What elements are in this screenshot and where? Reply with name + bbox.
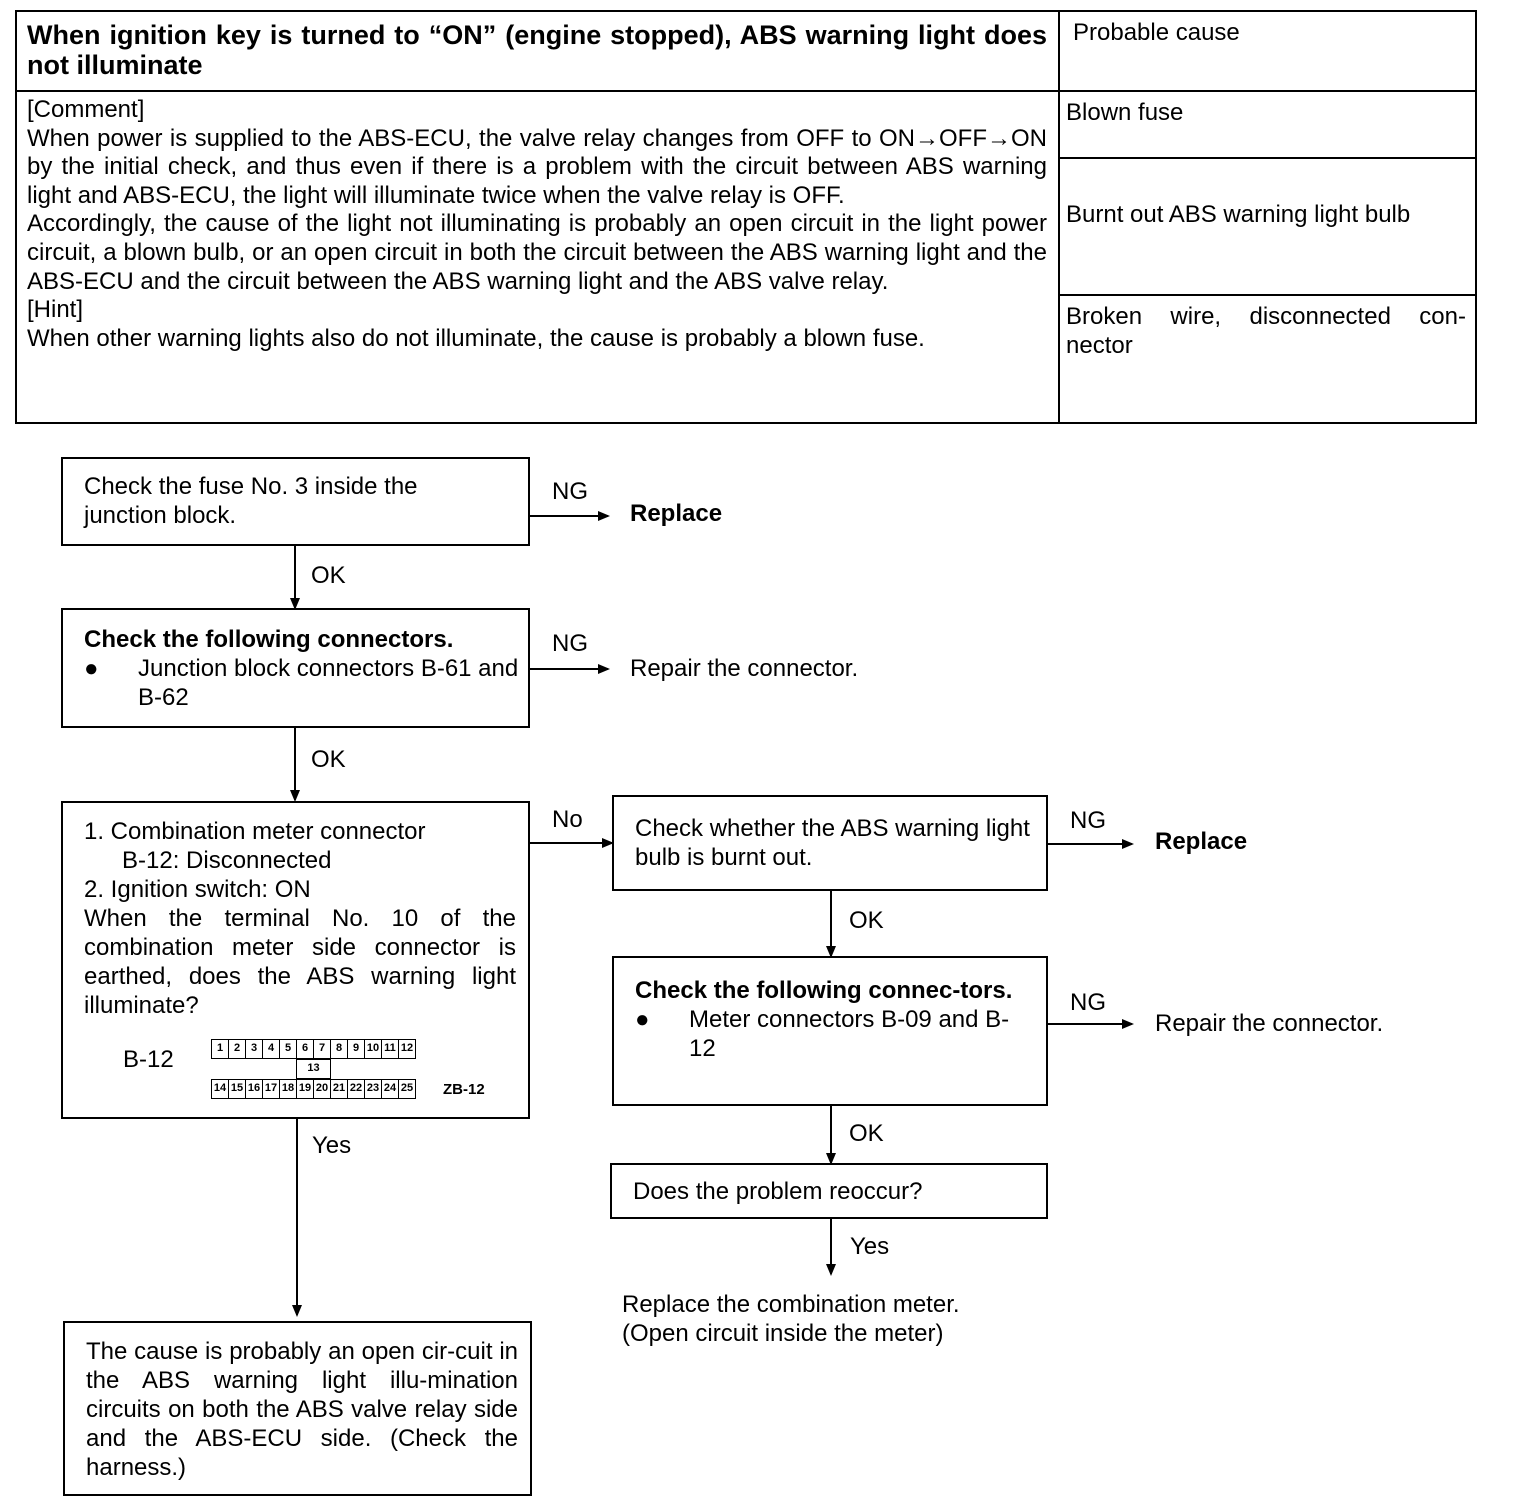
result-line: (Open circuit inside the meter) <box>622 1320 944 1347</box>
connector-pin: 24 <box>381 1079 399 1099</box>
yes-arrow <box>296 1119 298 1315</box>
bullet-item <box>84 654 524 712</box>
bullet-text: Meter connectors B-09 and B-12 <box>689 1006 1010 1062</box>
ok-label: OK <box>311 562 346 589</box>
step-earth-terminal-test <box>61 801 530 1119</box>
hint-label: [Hint] <box>27 296 84 324</box>
connector-pin: 13 <box>296 1059 331 1079</box>
diagnosis-table <box>15 10 1477 424</box>
connector-pin: 23 <box>364 1079 382 1099</box>
ok-label: OK <box>849 1120 884 1147</box>
connector-pin: 10 <box>364 1039 382 1059</box>
bullet-text: Junction block connectors B-61 and B-62 <box>138 655 519 711</box>
yes-arrow <box>830 1219 832 1274</box>
connector-pin: 16 <box>245 1079 263 1099</box>
step-check-meter-connectors <box>612 956 1048 1106</box>
comment-label: [Comment] <box>27 96 145 123</box>
step-heading: Check the following connectors. <box>84 626 454 653</box>
step-problem-reoccur <box>610 1163 1048 1219</box>
connector-pin: 18 <box>279 1079 297 1099</box>
ok-label: OK <box>311 746 346 773</box>
no-arrow <box>530 842 612 844</box>
accordingly-text: Accordingly, the cause of the light not illuminating is probably an open circuit in the light power circuit, a blown bulb, or an open circuit in both the circuit between the ABS warning light and the ABS-ECU and the circuit between the ABS warning light and the ABS valve relay. <box>27 210 1047 295</box>
ng-arrow <box>530 515 608 517</box>
cause-broken-wire: Broken wire, disconnected con-nector <box>1066 303 1466 359</box>
step-content <box>84 817 516 1020</box>
step-text: Check the fuse No. 3 inside the junction block. <box>84 473 418 529</box>
result-replace: Replace <box>1155 828 1248 855</box>
step-check-fuse <box>61 457 530 546</box>
step-content <box>635 976 1025 1063</box>
ok-arrow <box>830 891 832 956</box>
connector-pin: 22 <box>347 1079 365 1099</box>
connector-pin: 8 <box>330 1039 348 1059</box>
ng-arrow <box>530 668 608 670</box>
result-check-harness <box>63 1321 532 1496</box>
ng-arrow <box>1048 843 1132 845</box>
connector-pin: 12 <box>398 1039 416 1059</box>
connector-pin: 9 <box>347 1039 365 1059</box>
symptom-title: When ignition key is turned to “ON” (engine stopped), ABS warning light does not illuminate <box>27 20 1047 80</box>
ng-label: NG <box>552 478 588 505</box>
ok-arrow <box>830 1106 832 1163</box>
test-question: When the terminal No. 10 of the combination meter side connector is earthed, does the ABS warning light illuminate? <box>84 905 516 1019</box>
connector-pin: 20 <box>313 1079 331 1099</box>
connector-pin: 21 <box>330 1079 348 1099</box>
step-text: Does the problem reoccur? <box>633 1178 923 1205</box>
connector-name: B-12 <box>123 1046 174 1073</box>
instruction-2: 2. Ignition switch: ON <box>84 876 311 903</box>
instruction-1: 1. Combination meter connector <box>84 818 426 845</box>
cause-burnt-bulb: Burnt out ABS warning light bulb <box>1066 201 1411 228</box>
result-line: Replace the combination meter. <box>622 1291 960 1318</box>
connector-pin: 6 <box>296 1039 314 1059</box>
cause-blown-fuse: Blown fuse <box>1066 99 1184 126</box>
ng-arrow <box>1048 1023 1132 1025</box>
connector-pin: 11 <box>381 1039 399 1059</box>
connector-pin: 4 <box>262 1039 280 1059</box>
connector-pin: 3 <box>245 1039 263 1059</box>
ok-arrow <box>294 728 296 800</box>
step-check-junction-connectors <box>61 608 530 728</box>
result-replace: Replace <box>630 500 723 527</box>
bullet-icon: ● <box>635 1006 650 1033</box>
step-heading: Check the following connec-tors. <box>635 977 1013 1004</box>
connector-pin: 25 <box>398 1079 416 1099</box>
result-repair-connector: Repair the connector. <box>630 655 859 682</box>
hint-text: When other warning lights also do not illuminate, the cause is probably a blown fuse. <box>27 324 925 352</box>
result-text: The cause is probably an open cir-cuit in the ABS warning light illu-mination circuits on both the ABS valve relay side and the ABS-ECU side. (Check the harness.) <box>86 1338 518 1481</box>
connector-pin: 19 <box>296 1079 314 1099</box>
ng-label: NG <box>1070 807 1106 834</box>
bullet-item <box>635 1005 1025 1063</box>
connector-pin: 2 <box>228 1039 246 1059</box>
bullet-icon: ● <box>84 655 99 682</box>
probable-cause-heading: Probable cause <box>1073 19 1240 46</box>
connector-code: ZB-12 <box>443 1081 485 1098</box>
result-repair-connector: Repair the connector. <box>1155 1010 1384 1037</box>
connector-pin: 5 <box>279 1039 297 1059</box>
connector-pin: 7 <box>313 1039 331 1059</box>
result-replace-meter <box>622 1290 960 1348</box>
no-label: No <box>552 806 583 833</box>
step-text: Check whether the ABS warning light bulb is burnt out. <box>635 815 1030 871</box>
connector-pin: 15 <box>228 1079 246 1099</box>
comment-block <box>27 96 1047 353</box>
ng-label: NG <box>552 630 588 657</box>
instruction-1b: B-12: Disconnected <box>122 847 332 874</box>
yes-label: Yes <box>312 1132 352 1159</box>
comment-text: When power is supplied to the ABS-ECU, the valve relay changes from OFF to ON→OFF→ON by the initial check, and thus even if there is a problem with the circuit between ABS warning light and ABS-ECU, the light will illuminate twice when the valve relay is OFF. <box>27 124 1047 209</box>
cause-divider <box>1058 294 1475 296</box>
ok-label: OK <box>849 907 884 934</box>
yes-label: Yes <box>850 1233 890 1260</box>
step-check-bulb <box>612 795 1048 891</box>
ng-label: NG <box>1070 989 1106 1016</box>
connector-pinout-diagram <box>211 1039 421 1101</box>
ok-arrow <box>294 546 296 608</box>
cause-divider <box>1058 157 1475 159</box>
row-divider <box>17 90 1475 92</box>
connector-pin: 1 <box>211 1039 229 1059</box>
column-divider <box>1058 12 1060 422</box>
step-content <box>84 625 524 712</box>
connector-pin: 17 <box>262 1079 280 1099</box>
connector-pin: 14 <box>211 1079 229 1099</box>
